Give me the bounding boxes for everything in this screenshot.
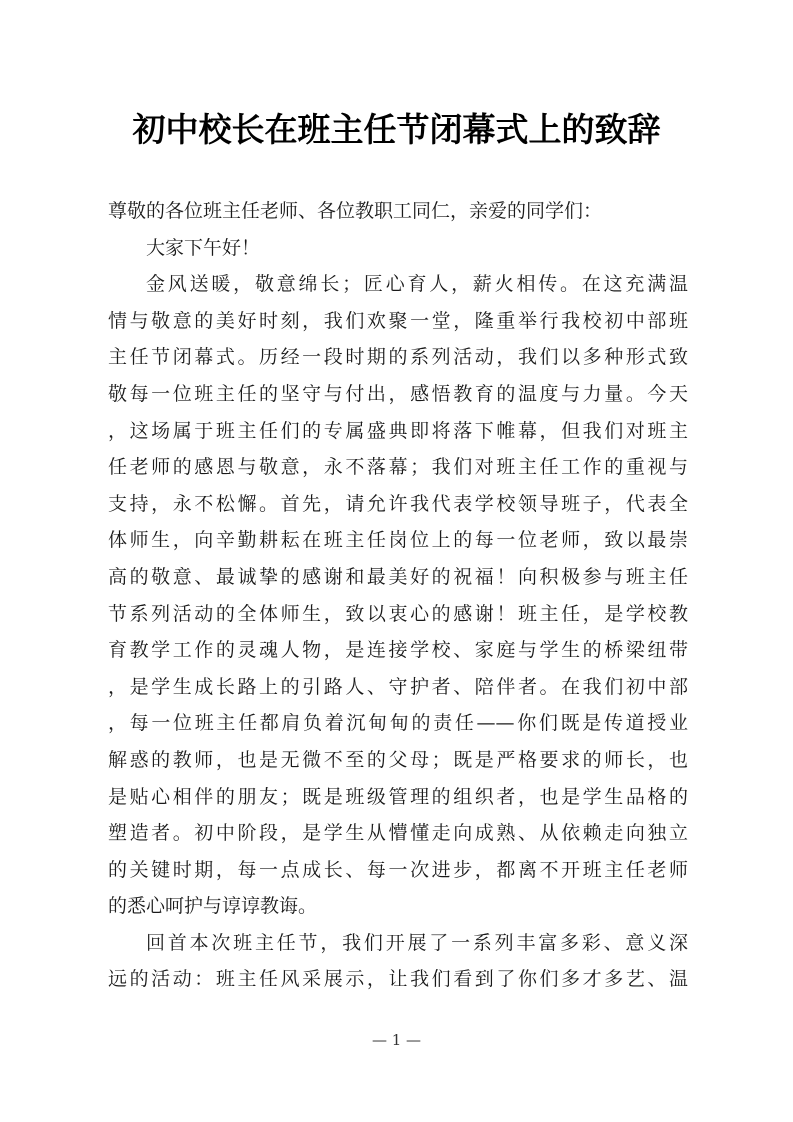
paragraph-line: 支持，永不松懈。首先，请允许我代表学校领导班子，代表全 <box>108 492 688 515</box>
paragraph-line: 是贴心相伴的朋友；既是班级管理的组织者，也是学生品格的 <box>108 785 688 808</box>
paragraph-line: 体师生，向辛勤耕耘在班主任岗位上的每一位老师，致以最崇 <box>108 529 688 552</box>
paragraph-line: 节系列活动的全体师生，致以衷心的感谢！班主任，是学校教 <box>108 602 688 625</box>
page-number: — 1 — <box>371 1031 422 1049</box>
paragraph-line: 金风送暖，敬意绵长；匠心育人，薪火相传。在这充满温 <box>146 273 688 296</box>
salutation-line: 尊敬的各位班主任老师、各位教职工同仁，亲爱的同学们： <box>108 200 603 222</box>
paragraph-line: ，每一位班主任都肩负着沉甸甸的责任——你们既是传道授业 <box>108 712 688 735</box>
paragraph-line: 的关键时期，每一点成长、每一次进步，都离不开班主任老师 <box>108 858 688 881</box>
paragraph-line: ，这场属于班主任们的专属盛典即将落下帷幕，但我们对班主 <box>108 419 688 442</box>
paragraph-line: 主任节闭幕式。历经一段时期的系列活动，我们以多种形式致 <box>108 346 688 369</box>
paragraph-line: 任老师的感恩与敬意，永不落幕；我们对班主任工作的重视与 <box>108 456 688 479</box>
paragraph-line: 的悉心呵护与谆谆教诲。 <box>108 895 318 918</box>
paragraph-line: ，是学生成长路上的引路人、守护者、陪伴者。在我们初中部 <box>108 675 688 698</box>
paragraph-line: 塑造者。初中阶段，是学生从懵懂走向成熟、从依赖走向独立 <box>108 822 688 845</box>
paragraph-line: 敬每一位班主任的坚守与付出，感悟教育的温度与力量。今天 <box>108 382 688 405</box>
paragraph-line: 育教学工作的灵魂人物，是连接学校、家庭与学生的桥梁纽带 <box>108 639 688 662</box>
paragraph-line: 解惑的教师，也是无微不至的父母；既是严格要求的师长，也 <box>108 748 688 771</box>
paragraph-line: 远的活动：班主任风采展示，让我们看到了你们多才多艺、温 <box>108 968 688 991</box>
document-body <box>108 193 688 998</box>
paragraph-line: 情与敬意的美好时刻，我们欢聚一堂，隆重举行我校初中部班 <box>108 309 688 332</box>
paragraph-line: 高的敬意、最诚挚的感谢和最美好的祝福！向积极参与班主任 <box>108 565 688 588</box>
greeting-line: 大家下午好！ <box>146 236 261 259</box>
page-title: 初中校长在班主任节闭幕式上的致辞 <box>132 110 661 149</box>
paragraph-line: 回首本次班主任节，我们开展了一系列丰富多彩、意义深 <box>146 931 688 954</box>
